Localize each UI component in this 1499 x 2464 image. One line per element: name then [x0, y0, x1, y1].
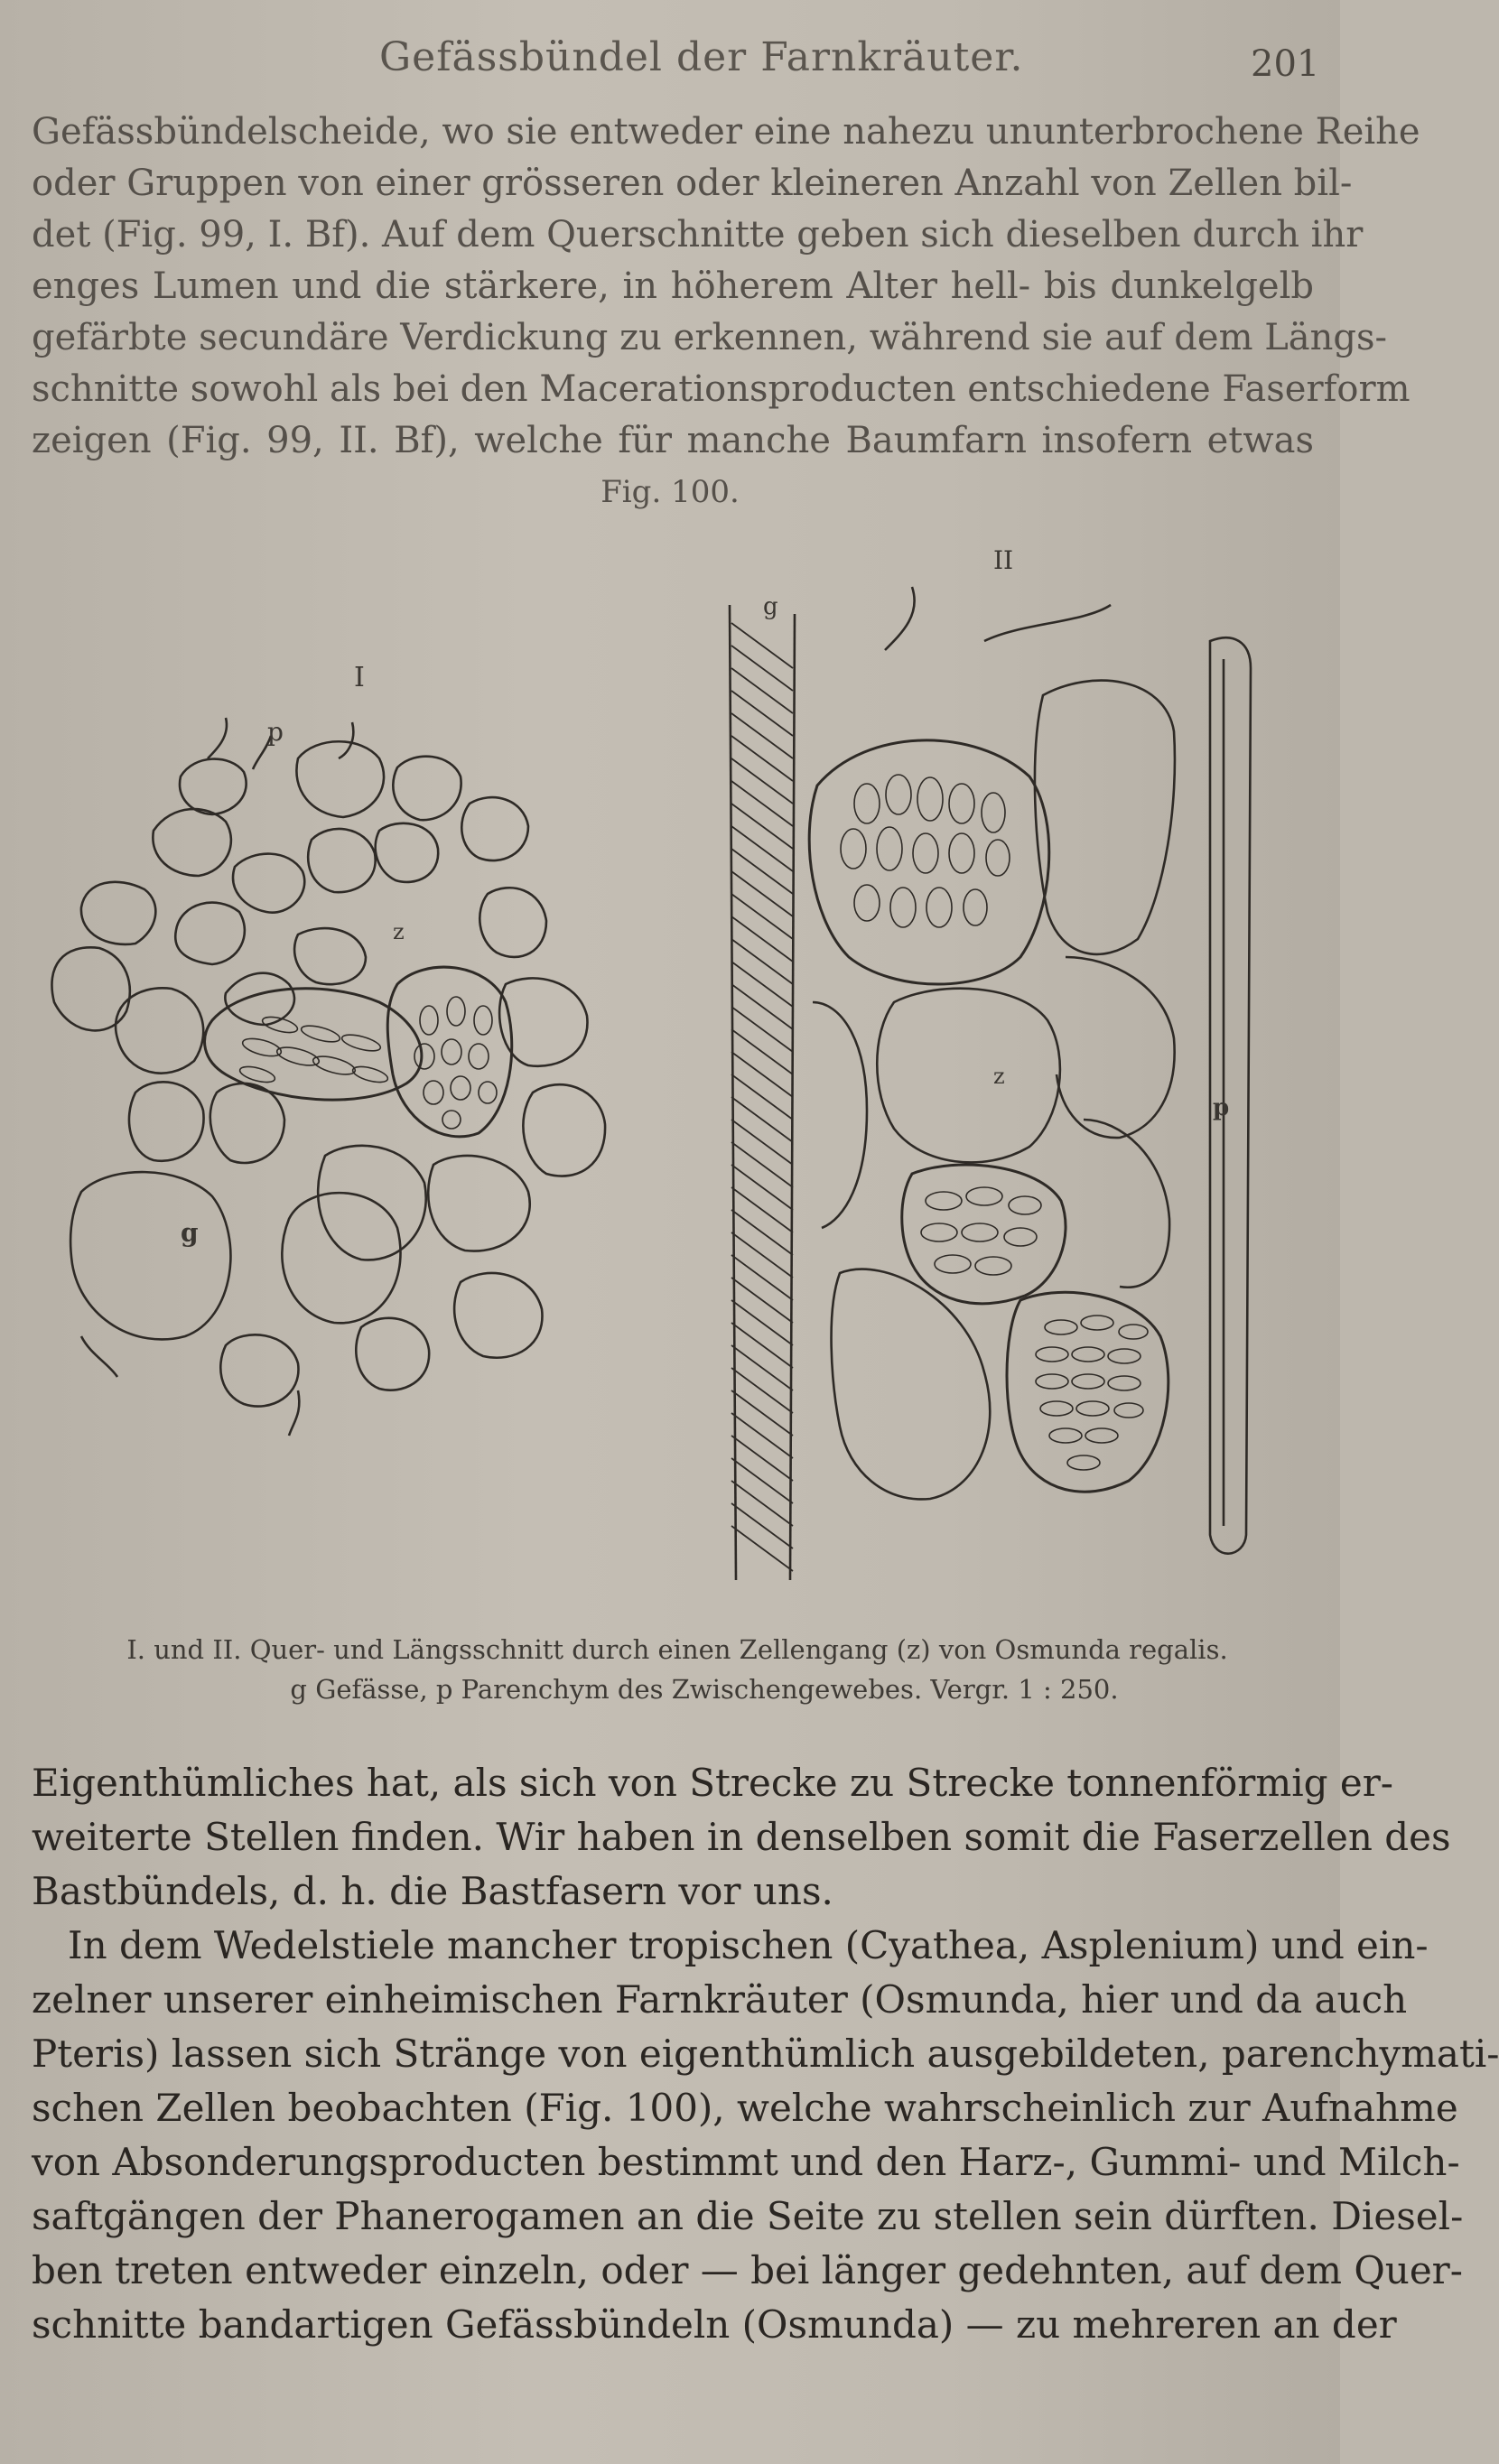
text-line: det (Fig. 99, I. Bf). Auf dem Querschnitte geben sich dieselben durch ihr — [32, 214, 1364, 256]
panel-1-label: I — [354, 662, 365, 693]
text-line: enges Lumen und die stärkere, in höherem Alter hell- bis dunkelgelb — [32, 265, 1314, 307]
panel-2-letter-g: g — [763, 593, 778, 620]
text-line: zeigen (Fig. 99, II. Bf), welche für manche Baumfarn insofern etwas — [32, 420, 1314, 461]
body-paragraph-bottom — [32, 1756, 1499, 2352]
text-line: weiterte Stellen finden. Wir haben in denselben somit die Faserzellen des — [32, 1815, 1451, 1859]
panel-2-letter-p: p — [1213, 1094, 1230, 1121]
body-paragraph-top — [32, 107, 1420, 467]
text-line: Gefässbündelscheide, wo sie entweder eine nahezu ununterbrochene Reihe — [32, 111, 1420, 153]
text-line: schnitte bandartigen Gefässbündeln (Osmunda) — zu mehreren an der — [32, 2302, 1397, 2347]
panel-1-letter-g: g — [181, 1218, 199, 1248]
text-line: Bastbündels, d. h. die Bastfasern vor uns. — [32, 1869, 833, 1913]
text-line: von Absonderungsproducten bestimmt und den Harz-, Gummi- und Milch- — [32, 2140, 1460, 2184]
text-line: Pteris) lassen sich Stränge von eigenthümlich ausgebildeten, parenchymati- — [32, 2032, 1499, 2076]
text-line: gefärbte secundäre Verdickung zu erkennen, während sie auf dem Längs- — [32, 317, 1388, 358]
text-line: saftgängen der Phanerogamen an die Seite zu stellen sein dürften. Diesel- — [32, 2194, 1464, 2238]
panel-2-letter-z: z — [993, 1064, 1005, 1089]
panel-2-label: II — [993, 545, 1014, 575]
figure-caption — [54, 1630, 1300, 1709]
caption-line: g Gefässe, p Parenchym des Zwischengewebes. Vergr. 1 : 250. — [290, 1674, 1119, 1705]
text-line: schen Zellen beobachten (Fig. 100), welche wahrscheinlich zur Aufnahme — [32, 2086, 1458, 2130]
text-line: zelner unserer einheimischen Farnkräuter (Osmunda, hier und da auch — [32, 1977, 1408, 2022]
panel-2-longitudinal-section — [730, 587, 1251, 1580]
panel-1-cross-section — [51, 718, 605, 1436]
page-number: 201 — [1251, 43, 1320, 85]
caption-line: I. und II. Quer- und Längsschnitt durch einen Zellengang (z) von Osmunda regalis. — [126, 1634, 1228, 1665]
text-line: schnitte sowohl als bei den Macerationsproducten entschiedene Faserform — [32, 368, 1411, 410]
text-line: Eigenthümliches hat, als sich von Strecke zu Strecke tonnenförmig er- — [32, 1761, 1394, 1805]
text-line: oder Gruppen von einer grösseren oder kleineren Anzahl von Zellen bil- — [32, 163, 1353, 204]
text-line: In dem Wedelstiele mancher tropischen (Cyathea, Asplenium) und ein- — [68, 1923, 1429, 1967]
text-line: ben treten entweder einzeln, oder — bei länger gedehnten, auf dem Quer- — [32, 2248, 1463, 2292]
figure-illustration — [0, 533, 1340, 1598]
running-title: Gefässbündel der Farnkräuter. — [379, 34, 1024, 80]
panel-1-letter-p: p — [267, 717, 284, 747]
panel-1-letter-z: z — [393, 919, 405, 944]
figure-label: Fig. 100. — [601, 474, 740, 510]
page-header — [0, 27, 1340, 85]
